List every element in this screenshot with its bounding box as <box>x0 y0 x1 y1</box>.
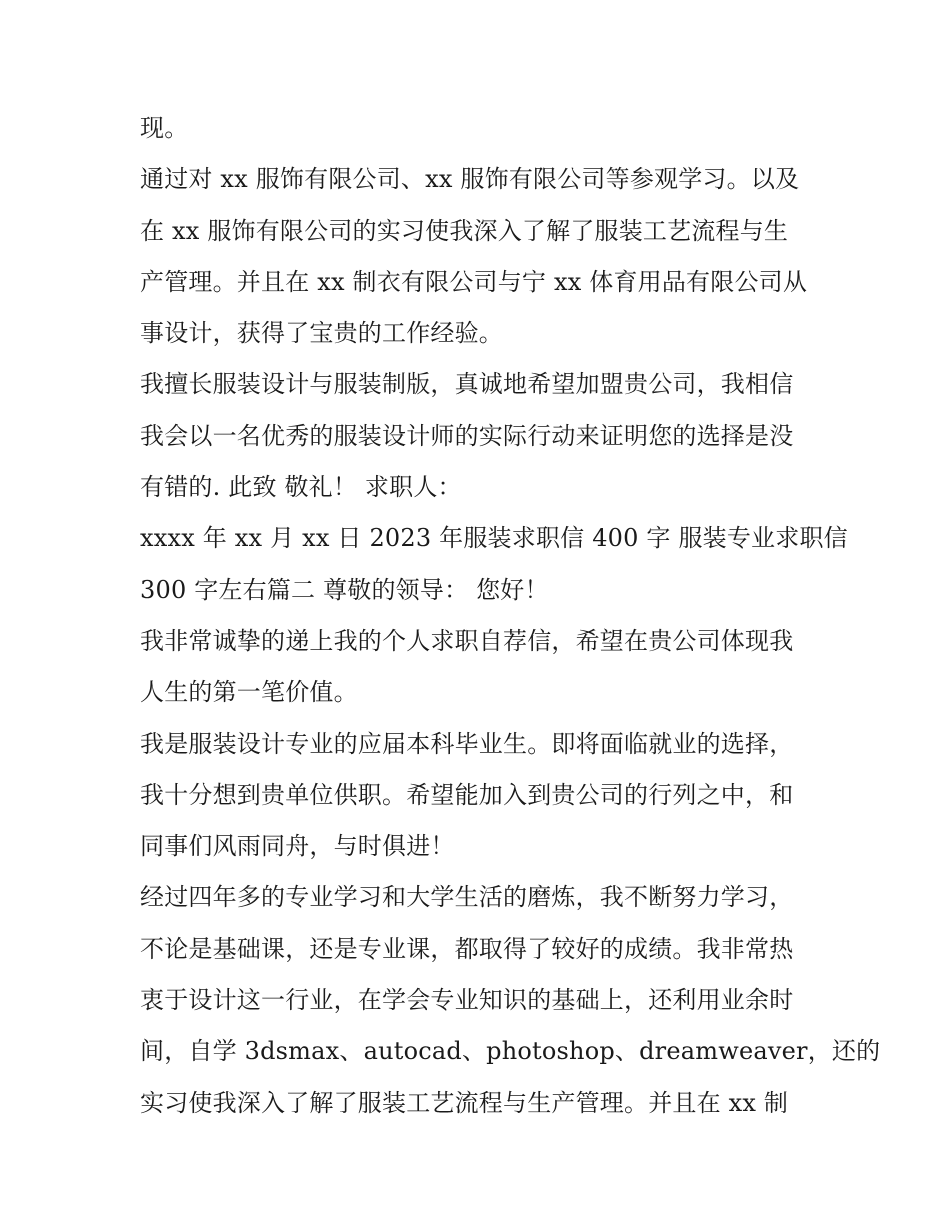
text-line: 我擅长服装设计与服装制版，真诚地希望加盟贵公司，我相信 <box>140 370 794 399</box>
text-line: 我十分想到贵单位供职。希望能加入到贵公司的行列之中，和 <box>140 780 794 809</box>
text-line: 经过四年多的专业学习和大学生活的磨炼，我不断努力学习， <box>140 883 794 912</box>
text-line: 通过对 xx 服饰有限公司、xx 服饰有限公司等参观学习。以及 <box>140 165 800 194</box>
text-line: 不论是基础课，还是专业课，都取得了较好的成绩。我非常热 <box>140 934 794 963</box>
text-line: 有错的. 此致 敬礼！ 求职人： <box>140 473 462 502</box>
text-line: 同事们风雨同舟，与时俱进！ <box>140 832 455 861</box>
text-line: 在 xx 服饰有限公司的实习使我深入了解了服装工艺流程与生 <box>140 216 789 245</box>
document-body-text <box>140 103 881 1129</box>
text-line: 间，自学 3dsmax、autocad、photoshop、dreamweaver，还的 <box>140 1037 881 1066</box>
text-line: 实习使我深入了解了服装工艺流程与生产管理。并且在 xx 制 <box>140 1088 789 1117</box>
text-line: 300 字左右篇二 尊敬的领导： 您好！ <box>140 575 549 604</box>
text-line: 人生的第一笔价值。 <box>140 678 358 707</box>
text-line: 现。 <box>140 114 189 142</box>
text-line: 产管理。并且在 xx 制衣有限公司与宁 xx 体育用品有限公司从 <box>140 267 808 296</box>
text-line: 我是服装设计专业的应届本科毕业生。即将面临就业的选择， <box>140 729 794 758</box>
text-line: 我会以一名优秀的服装设计师的实际行动来证明您的选择是没 <box>140 421 794 450</box>
text-line: 衷于设计这一行业，在学会专业知识的基础上，还利用业余时 <box>140 986 794 1015</box>
text-line: 事设计，获得了宝贵的工作经验。 <box>140 319 503 348</box>
text-line: 我非常诚挚的递上我的个人求职自荐信，希望在贵公司体现我 <box>140 626 794 655</box>
text-line: xxxx 年 xx 月 xx 日 2023 年服装求职信 400 字 服装专业求职信 <box>140 524 848 553</box>
